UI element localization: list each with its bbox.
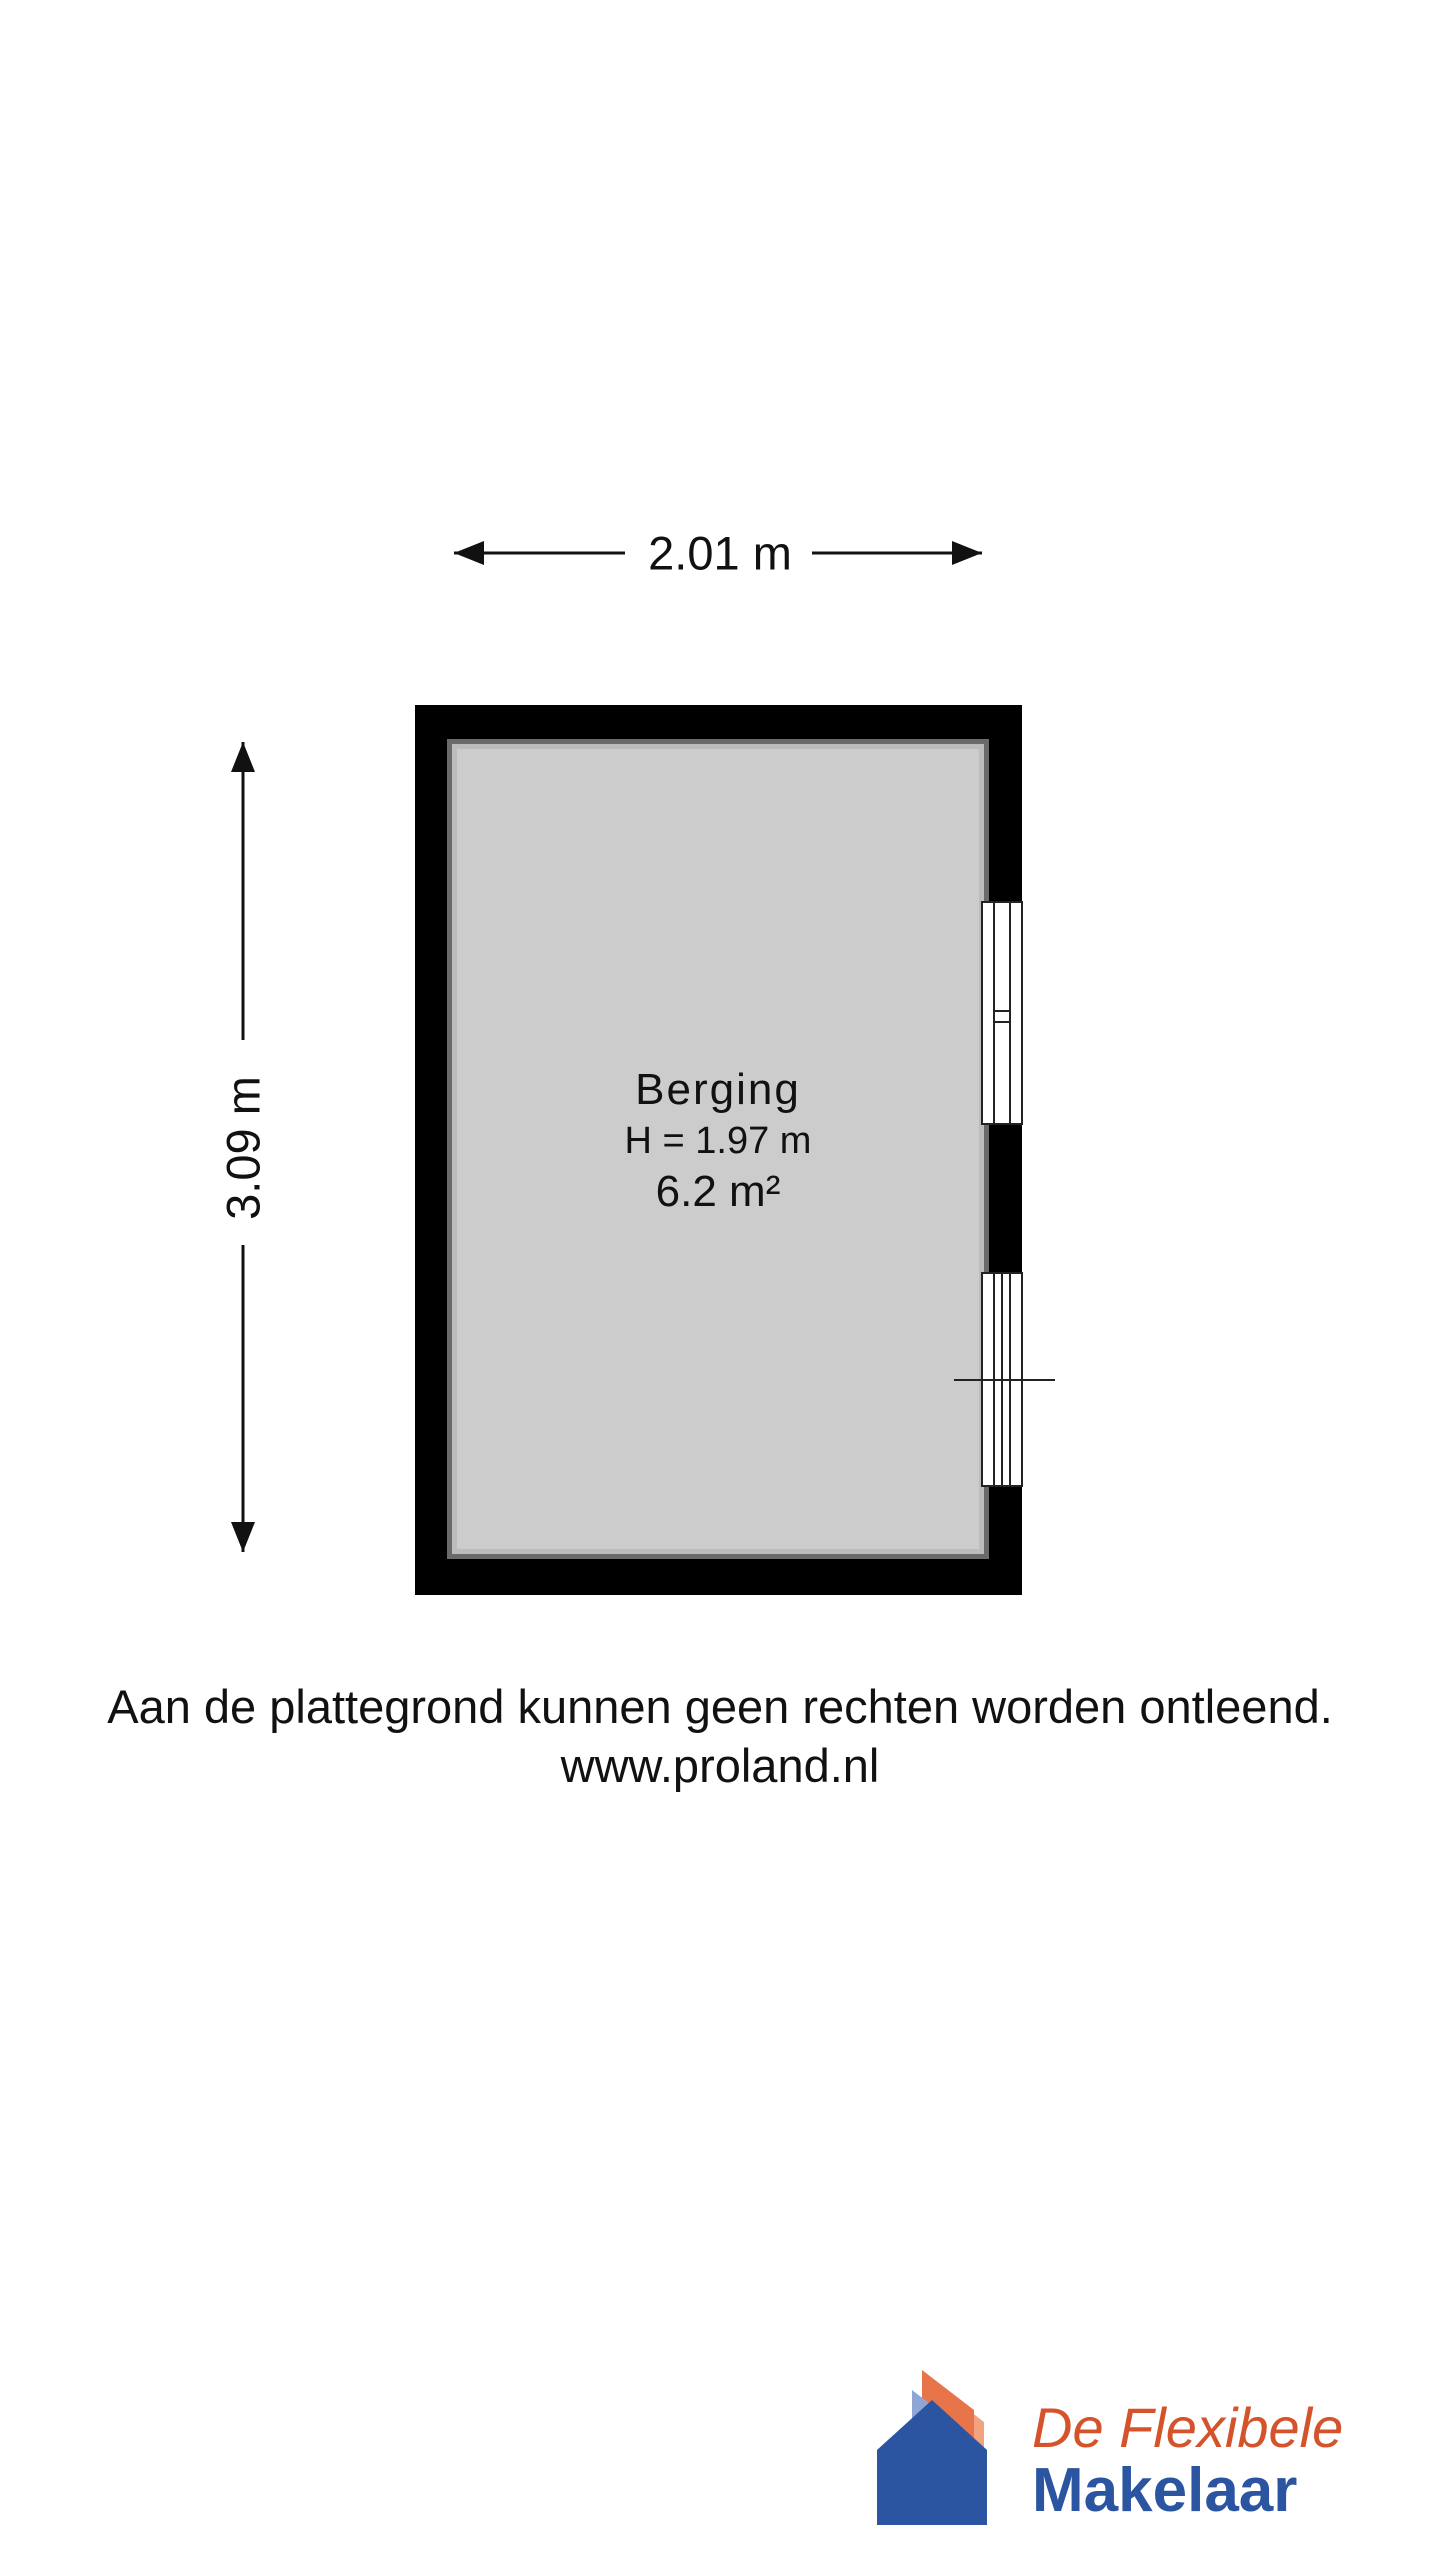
room-name: Berging — [635, 1065, 801, 1114]
height-dimension-label: 3.09 m — [220, 1070, 267, 1226]
width-dimension-label: 2.01 m — [642, 530, 798, 577]
logo-text-line2: Makelaar — [1032, 2456, 1298, 2525]
room-area: 6.2 m² — [655, 1167, 781, 1216]
room-height: H = 1.97 m — [624, 1120, 812, 1162]
house-logo-icon — [872, 2360, 1032, 2530]
logo-text-line1: De Flexibele — [1032, 2396, 1344, 2459]
window-east-wall — [982, 902, 1022, 1124]
brand-logo — [872, 2360, 1392, 2530]
disclaimer-url: www.proland.nl — [560, 1739, 880, 1792]
disclaimer-text: Aan de plattegrond kunnen geen rechten worden ontleend. — [107, 1680, 1333, 1733]
